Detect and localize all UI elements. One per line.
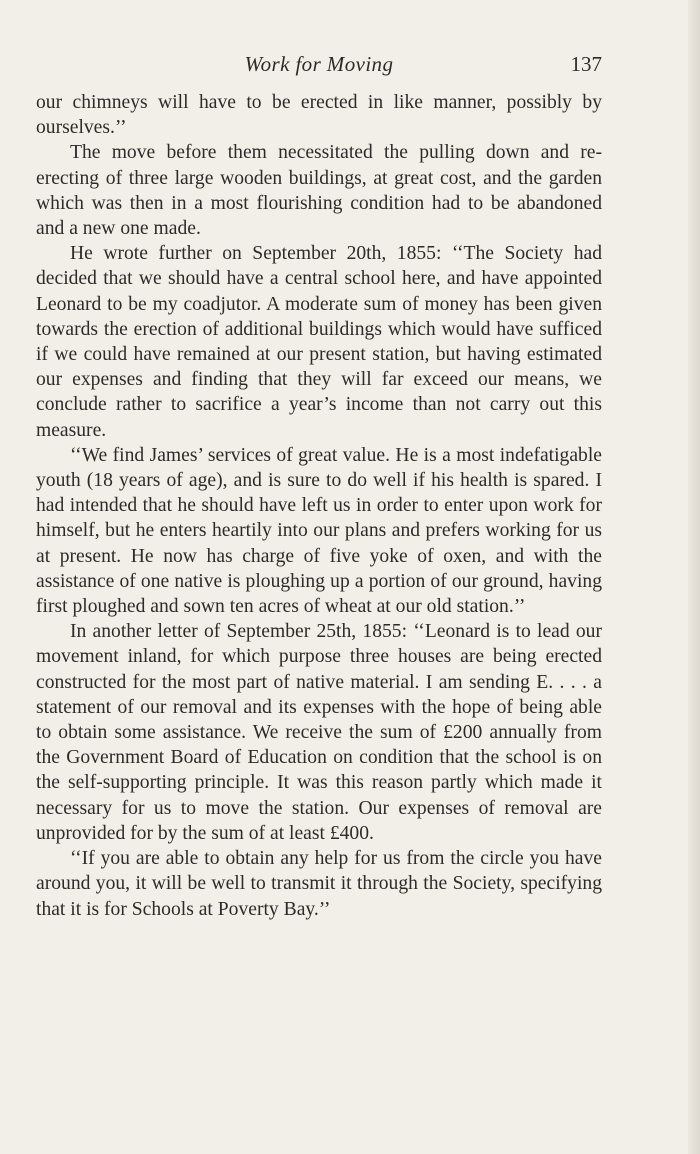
- paragraph-james: ‘‘We find James’ services of great value. He is a most indefatigable youth (18 years of age), and is sure to do well if his health is spared. I had intended that he should have left us in order to enter upon work for himself, but he enters heartily into our plans and prefers working for us at present. He now has charge of five yoke of oxen, and with the assistance of one native is ploughing up a portion of our ground, having first ploughed and sown ten acres of wheat at our old station.’’: [36, 444, 602, 618]
- page-edge-shadow: [688, 0, 700, 1154]
- paragraph-help-request: ‘‘If you are able to obtain any help for us from the circle you have around you, it will be well to transmit it through the Society, specifying that it is for Schools at Poverty Bay.’’: [36, 848, 602, 920]
- paragraph-letter-sept-20: He wrote further on September 20th, 1855: ‘‘The Society had decided that we should have a central school here, and have appointed Leonard to be my coadjutor. A moderate sum of money has been given towards the erection of additional buildings which would have sufficed if we could have remained at our present station, but having estimated our expenses and finding that they will far exceed our means, we conclude rather to sacrifice a year’s income than not carry out this measure.: [36, 243, 602, 441]
- running-head: [36, 50, 602, 78]
- body-text: [36, 90, 602, 922]
- paragraph-letter-sept-25: In another letter of September 25th, 1855: ‘‘Leonard is to lead our movement inland, for which purpose three houses are being erected constructed for the most part of native material. I am sending E. . . . a statement of our removal and its expenses with the hope of being able to obtain some assistance. We receive the sum of £200 annually from the Government Board of Education on condition that the school is on the self-supporting principle. It was this reason partly which made it necessary for us to move the station. Our expenses of removal are unprovided for by the sum of at least £400.: [36, 621, 602, 844]
- paragraph-move: The move before them necessitated the pulling down and re-erecting of three large wooden buildings, at great cost, and the garden which was then in a most flourishing condition had to be abandoned and a new one made.: [36, 142, 602, 240]
- page-number: 137: [570, 52, 602, 76]
- paragraph-continuation: our chimneys will have to be erected in like manner, possibly by ourselves.’’: [36, 92, 602, 139]
- running-title: Work for Moving: [244, 52, 394, 76]
